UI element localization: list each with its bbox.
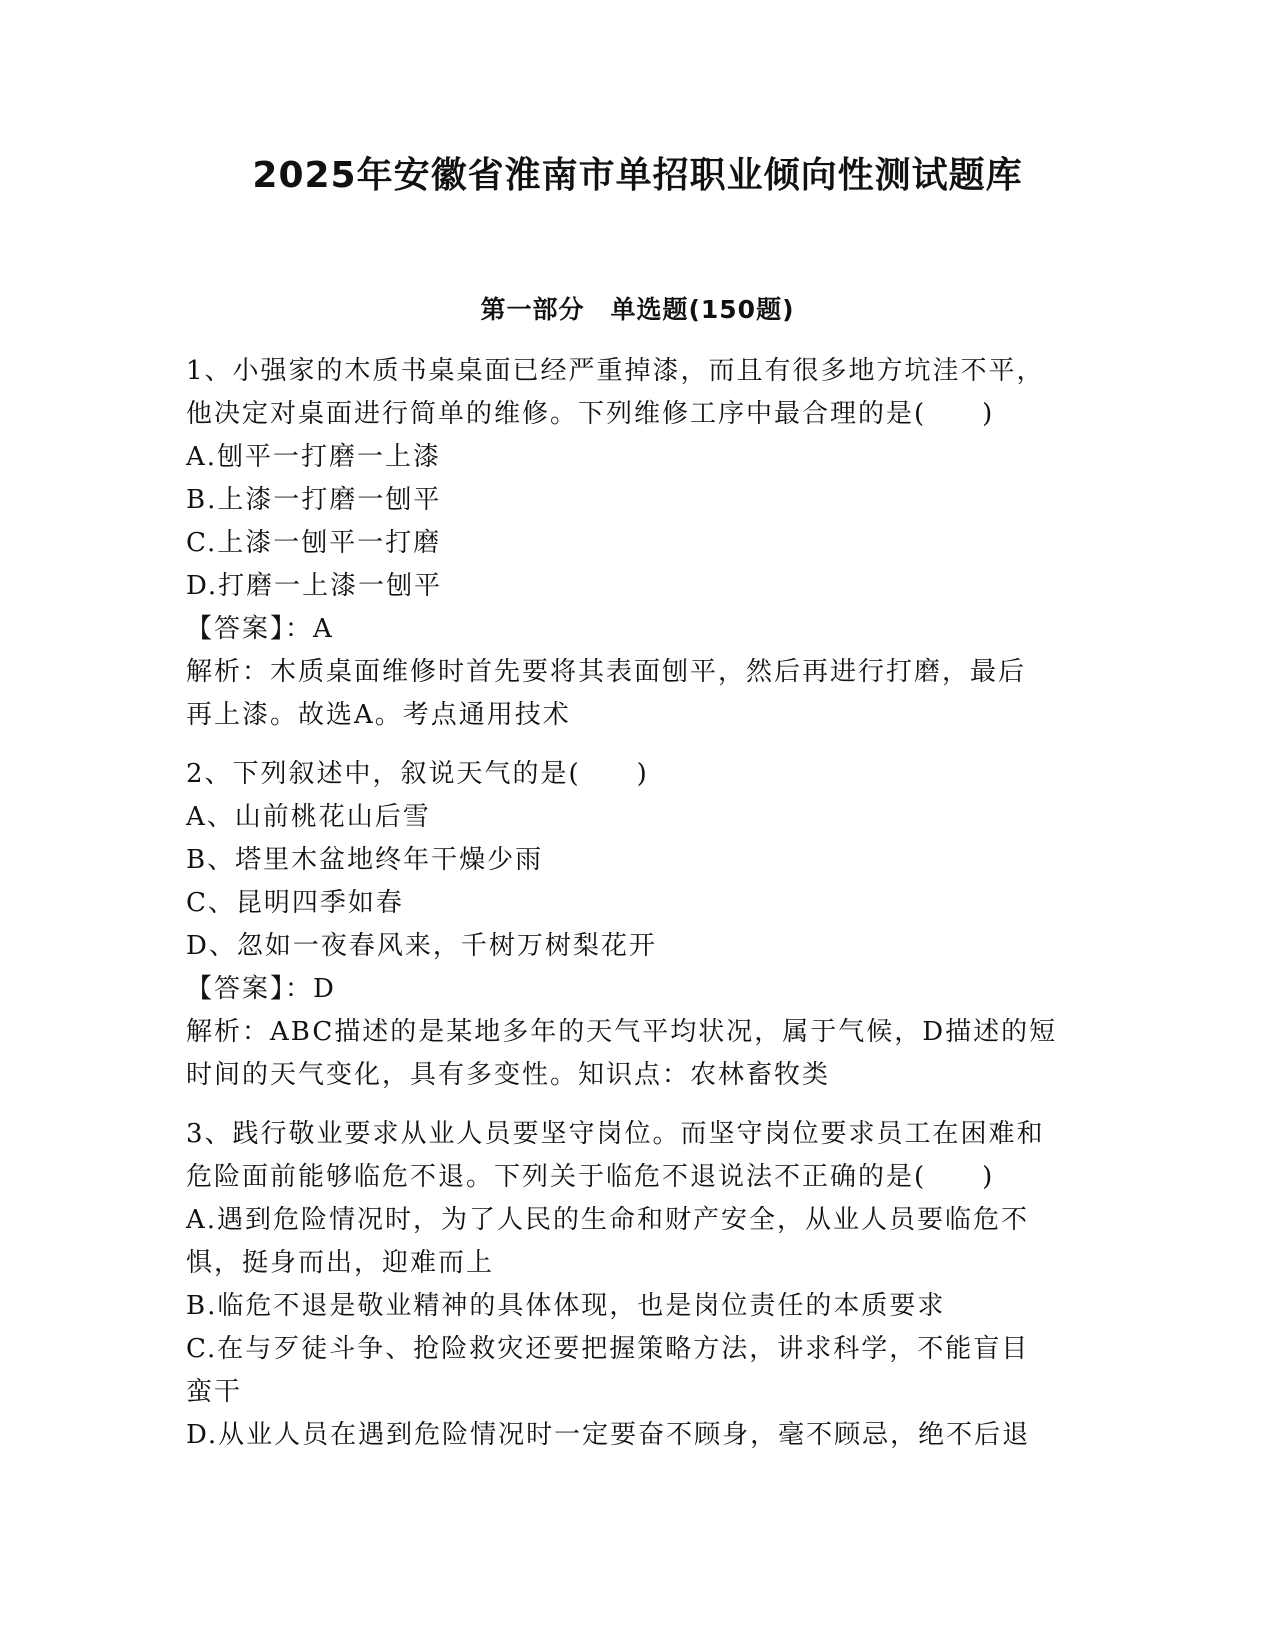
section-heading: 第一部分 单选题(150题)	[480, 295, 795, 324]
option-a: A、山前桃花山后雪	[186, 802, 431, 832]
question-stem-line: 3、践行敬业要求从业人员要坚守岗位。而坚守岗位要求员工在困难和	[186, 1119, 1045, 1149]
option-d: D.从业人员在遇到危险情况时一定要奋不顾身，毫不顾忌，绝不后退	[186, 1420, 1031, 1450]
answer-line: 【答案】：D	[186, 974, 336, 1004]
option-d: D、忽如一夜春风来，千树万树梨花开	[186, 931, 657, 961]
option-c-continued: 蛮干	[186, 1377, 243, 1407]
answer-line: 【答案】：A	[186, 614, 334, 644]
question-2	[186, 753, 1086, 1097]
analysis-line: 解析：ABC描述的是某地多年的天气平均状况，属于气候，D描述的短	[186, 1017, 1058, 1047]
question-stem-line: 1、小强家的木质书桌桌面已经严重掉漆，而且有很多地方坑洼不平，	[186, 356, 1045, 386]
option-a: A.遇到危险情况时，为了人民的生命和财产安全，从业人员要临危不	[186, 1205, 1030, 1235]
question-stem-line: 他决定对桌面进行简单的维修。下列维修工序中最合理的是( )	[186, 399, 995, 429]
question-1	[186, 350, 1086, 737]
question-3	[186, 1113, 1086, 1457]
question-stem-line: 2、下列叙述中，叙说天气的是( )	[186, 759, 649, 789]
option-c: C.上漆一刨平一打磨	[186, 528, 442, 558]
option-c: C、昆明四季如春	[186, 888, 404, 918]
document-title: 2025年安徽省淮南市单招职业倾向性测试题库	[252, 155, 1023, 196]
analysis-line: 解析：木质桌面维修时首先要将其表面刨平，然后再进行打磨，最后	[186, 657, 1027, 687]
option-a: A.刨平一打磨一上漆	[186, 442, 442, 472]
option-b: B.临危不退是敬业精神的具体体现，也是岗位责任的本质要求	[186, 1291, 946, 1321]
question-stem-line: 危险面前能够临危不退。下列关于临危不退说法不正确的是( )	[186, 1162, 995, 1192]
option-b: B、塔里木盆地终年干燥少雨	[186, 845, 544, 875]
option-a-continued: 惧，挺身而出，迎难而上	[186, 1248, 495, 1278]
option-b: B.上漆一打磨一刨平	[186, 485, 442, 515]
option-c: C.在与歹徒斗争、抢险救灾还要把握策略方法，讲求科学，不能盲目	[186, 1334, 1030, 1364]
analysis-line: 时间的天气变化，具有多变性。知识点：农林畜牧类	[186, 1060, 831, 1090]
option-d: D.打磨一上漆一刨平	[186, 571, 443, 601]
analysis-line: 再上漆。故选A。考点通用技术	[186, 700, 571, 730]
question-list	[186, 350, 1086, 1457]
